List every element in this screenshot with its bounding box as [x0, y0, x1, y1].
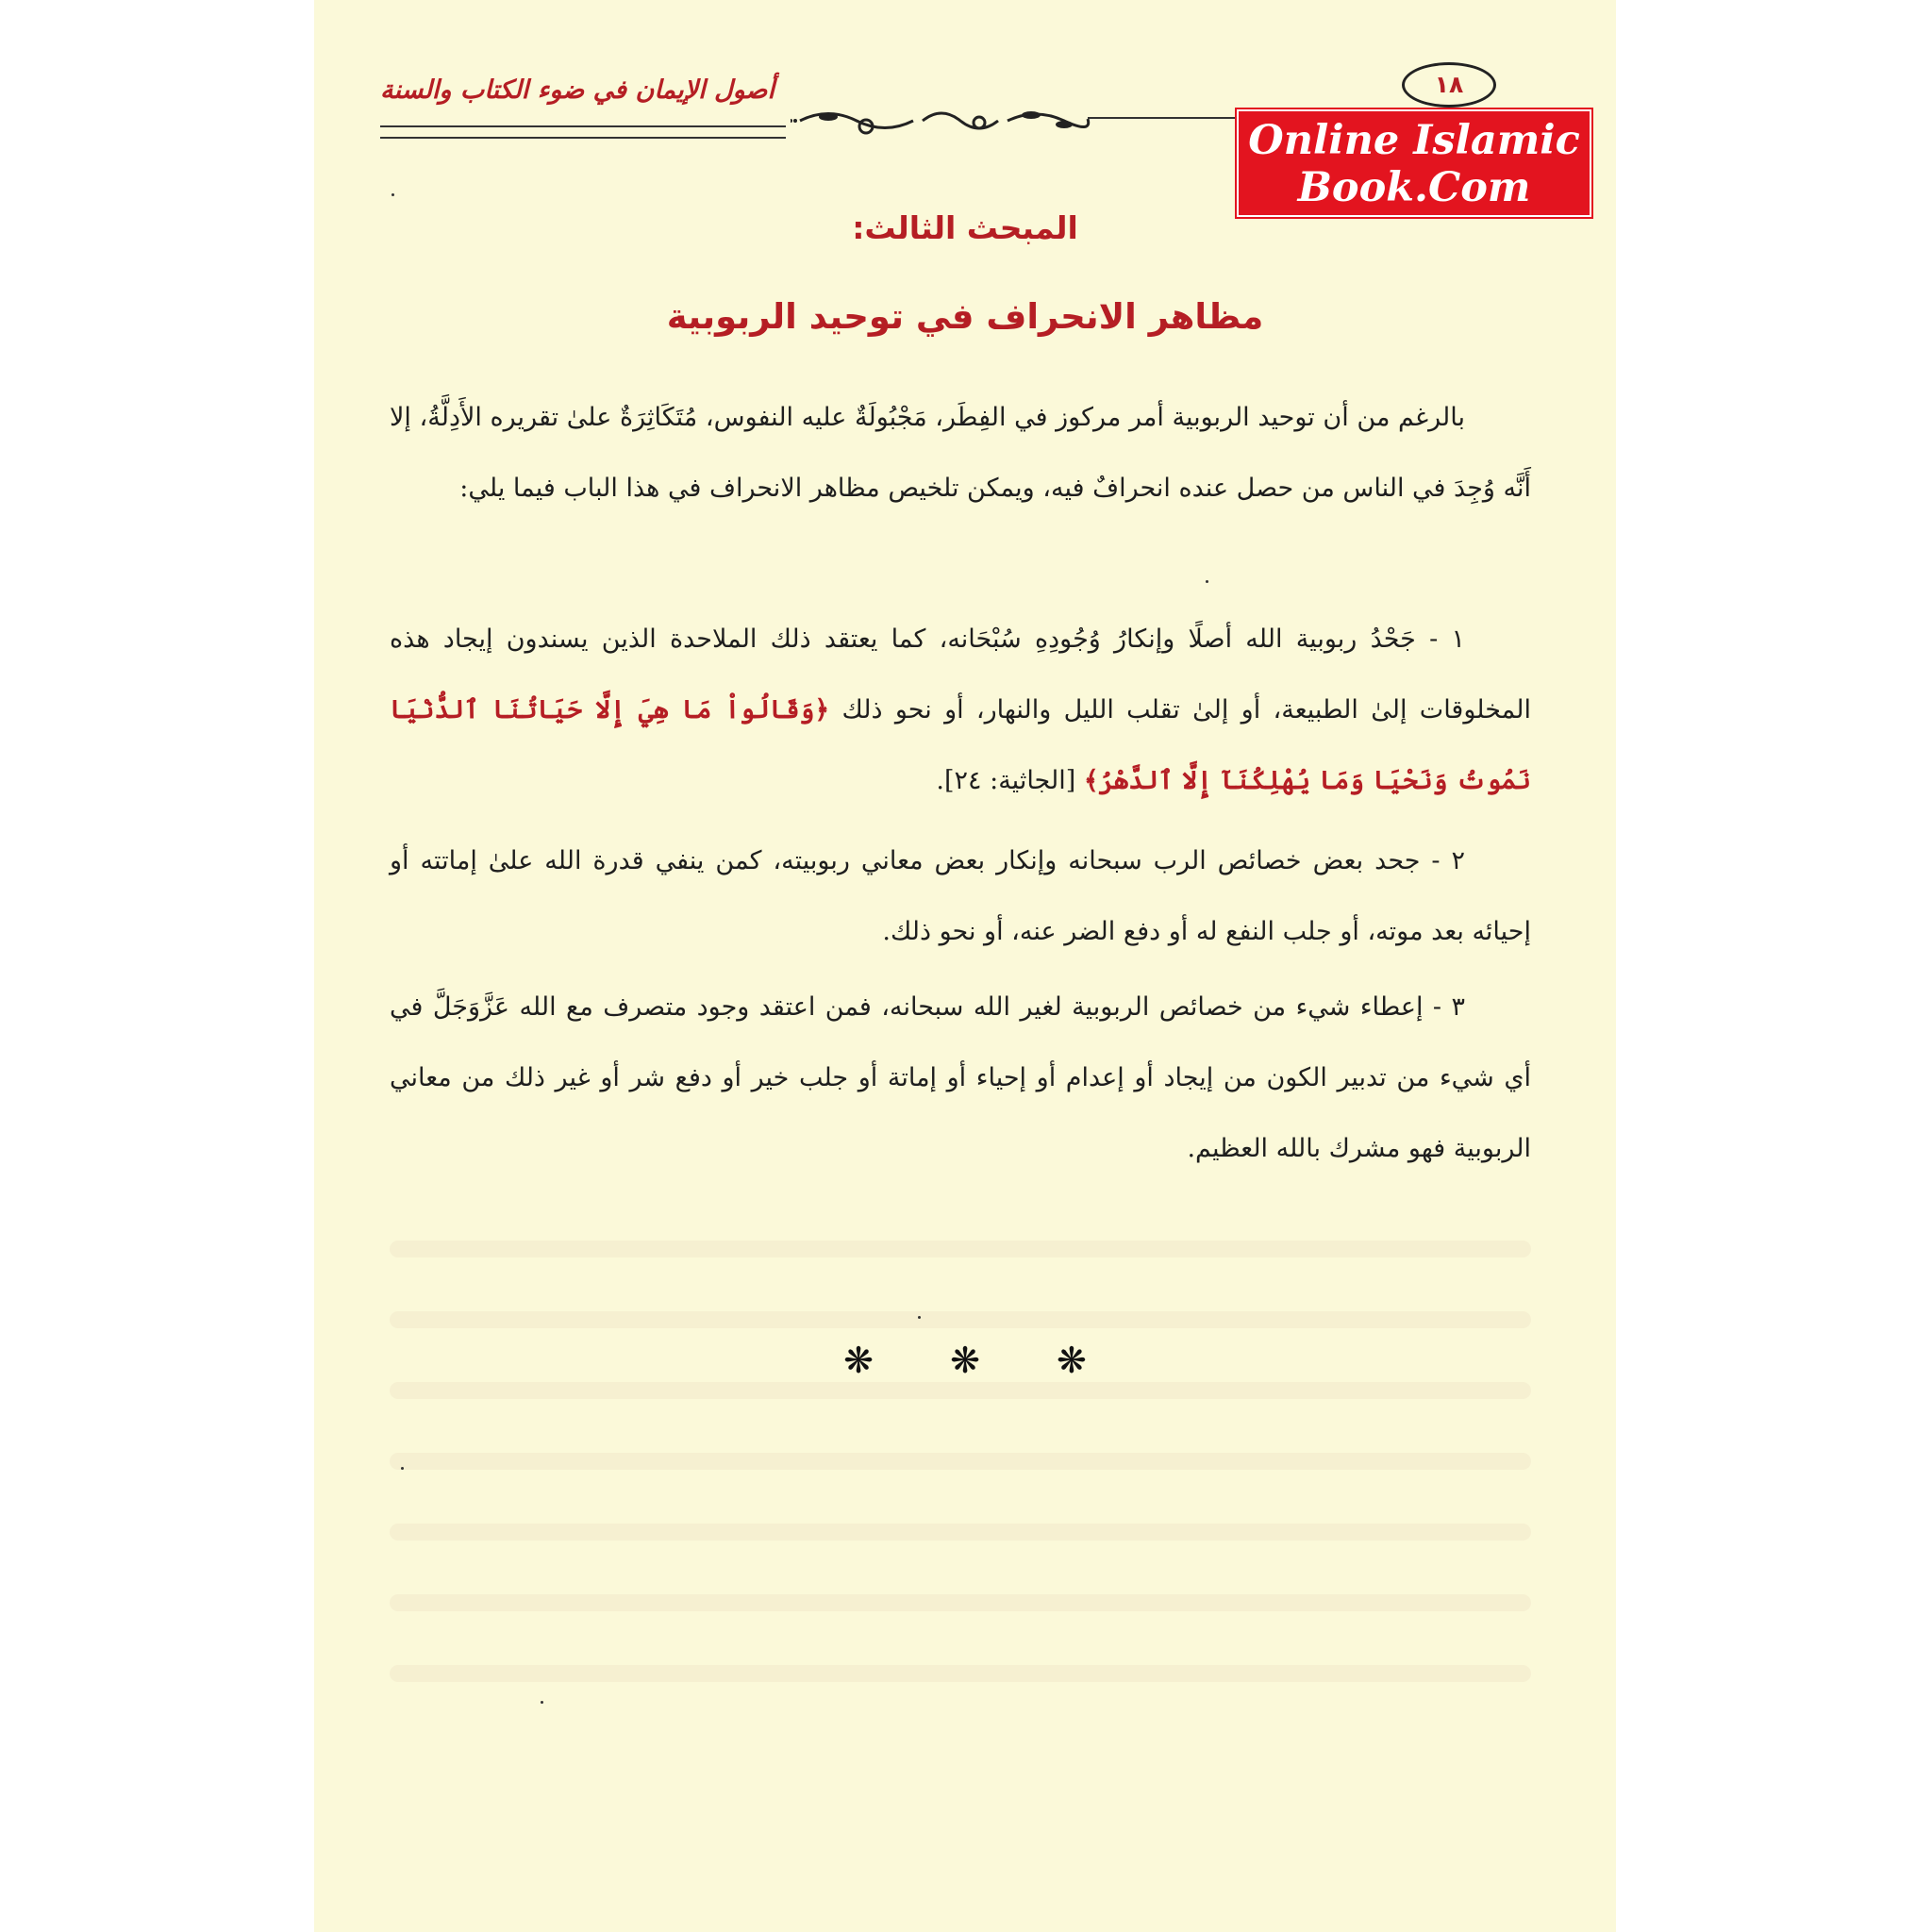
star-icon: ❋: [950, 1340, 980, 1381]
show-through-line: [390, 1241, 1531, 1257]
section-title: مظاهر الانحراف في توحيد الربوبية: [666, 296, 1264, 337]
show-through-line: [390, 1453, 1531, 1470]
book-page: [314, 0, 1616, 1932]
section-label: المبحث الثالث:: [852, 209, 1078, 246]
section-separator: [314, 1340, 1616, 1381]
intro-paragraph: [390, 382, 1531, 524]
watermark-logo: [1237, 109, 1591, 217]
page-number-badge: ١٨: [1402, 62, 1496, 108]
point-2-paragraph: [390, 825, 1531, 967]
watermark-line-1: Online Islamic: [1248, 117, 1580, 164]
point-2-text: ٢ - جحد بعض خصائص الرب سبحانه وإنكار بعض معاني ربوبيته، كمن ينفي قدرة الله علىٰ إماتته أو إحيائه بعد موته، أو جلب النفع له أو دفع الضر عنه، أو نحو ذلك.: [390, 846, 1531, 946]
show-through-line: [390, 1594, 1531, 1611]
star-icon: ❋: [843, 1340, 874, 1381]
point-3-text: ٣ - إعطاء شيء من خصائص الربوبية لغير الله سبحانه، فمن اعتقد وجود متصرف مع الله عَزَّوَجَلَّ في أي شيء من تدبير الكون من إيجاد أو إعدام أو إحياء أو إماتة أو جلب خير أو دفع شر أو غير ذلك من معاني الربوبية فهو مشرك بالله العظيم.: [390, 992, 1531, 1163]
print-speck: [541, 1701, 543, 1704]
running-header-title: أصول الإيمان في ضوء الكتاب والسنة: [380, 75, 774, 105]
show-through-line: [390, 1665, 1531, 1682]
verse-reference: [الجاثية: ٢٤].: [936, 766, 1076, 795]
quran-verse: ﴿وَقَالُواْ مَا هِيَ إِلَّا حَيَاتُنَا ٱلدُّنْيَا نَمُوتُ وَنَحْيَا وَمَا يُهْلِكُنَآ إِلَّا ٱلدَّهْرُ﴾: [390, 695, 1531, 795]
star-icon: ❋: [1057, 1340, 1087, 1381]
print-speck: [401, 1467, 404, 1470]
print-speck: [918, 1316, 921, 1319]
point-1-text: ١ - جَحْدُ ربوبية الله أصلًا وإنكارُ وُجُودِهِ سُبْحَانه، كما يعتقد ذلك الملاحدة الذين يسندون إيجاد هذه المخلوقات إلىٰ الطبيعة، أو إلىٰ تقلب الليل والنهار، أو نحو ذلك: [390, 625, 1531, 724]
point-1-paragraph: [390, 604, 1531, 816]
header-ornament-icon: [791, 102, 1092, 140]
intro-text: بالرغم من أن توحيد الربوبية أمر مركوز في الفِطَر، مَجْبُولَةٌ عليه النفوس، مُتَكَاثِرَةٌ علىٰ تقريره الأَدِلَّةُ، إلا أَنَّه وُجِدَ في الناس من حصل عنده انحرافٌ فيه، ويمكن تلخيص مظاهر الانحراف في هذا الباب فيما يلي:: [390, 403, 1531, 503]
show-through-line: [390, 1524, 1531, 1541]
show-through-line: [390, 1382, 1531, 1399]
print-speck: [391, 193, 394, 196]
watermark-line-2: Book.Com: [1297, 164, 1531, 211]
header-double-rule: [380, 125, 786, 139]
print-speck: [1206, 580, 1208, 583]
point-3-paragraph: [390, 972, 1531, 1184]
show-through-line: [390, 1311, 1531, 1328]
